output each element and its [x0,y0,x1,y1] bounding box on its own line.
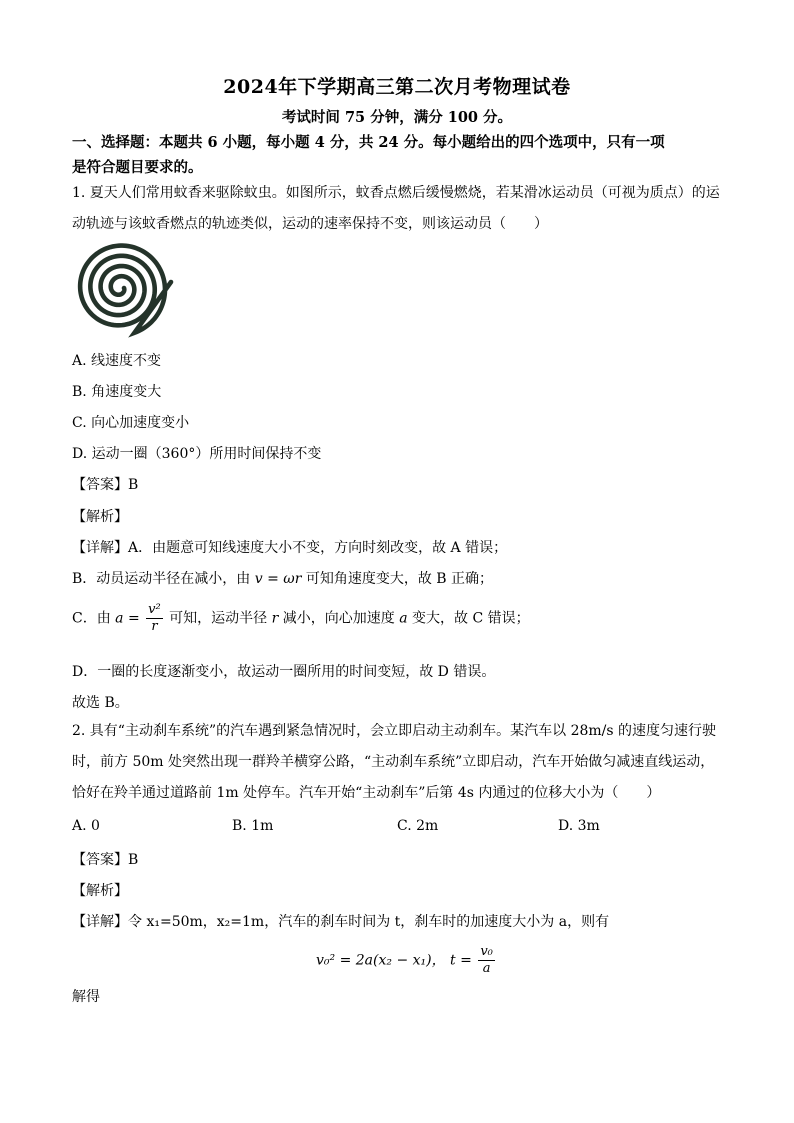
answer-tag: 【答案】 [72,852,128,868]
q1-answer-line [72,474,138,494]
q1-detail-a [72,537,507,557]
q1-detail-c-fraction [146,602,163,635]
detail-tag: 【详解】 [72,540,128,556]
q2-equation-2-fraction [478,944,495,977]
q2-detail-line [72,911,609,931]
q2-stem-line-3: 恰好在羚羊通过道路前 1m 处停车。汽车开始“主动刹车”后第 4s 内通过的位移大小为（ ） [72,785,661,801]
fraction-numerator: v² [148,602,161,617]
q2-equation-2-lhs: t = [450,952,472,969]
q1-option-a: A. 线速度不变 [72,353,162,369]
q2-answer-line [72,849,138,869]
q1-detail-c-lhs: a = [115,610,140,627]
q1-option-d: D. 运动一圈（360°）所用时间保持不变 [72,446,322,462]
q1-option-b: B. 角速度变大 [72,384,162,400]
section-heading-line-1: 一、选择题：本题共 6 小题，每小题 4 分，共 24 分。每小题给出的四个选项中，只有一项 [72,134,665,151]
q2-option-a: A. 0 [72,818,100,834]
q1-option-c: C. 向心加速度变小 [72,415,190,431]
q1-answer-value: B [128,477,139,493]
fraction-denominator: a [482,961,491,976]
q2-solve-word: 解得 [72,989,100,1005]
fraction-numerator: v₀ [480,944,493,959]
q1-detail-a-text: A．由题意可知线速度大小不变，方向时刻改变，故 A 错误； [128,540,508,556]
q1-detail-c [72,602,530,635]
q2-option-c: C. 2m [397,818,439,834]
q1-detail-c-a: a [399,610,408,627]
q2-stem-line-1: 2. 具有“主动刹车系统”的汽车遇到紧急情况时，会立即启动主动刹车。某汽车以 28m/s 的速度匀速行驶 [72,723,717,739]
q1-detail-d: D．一圈的长度逐渐变小，故运动一圈所用的时间变短，故 D 错误。 [72,664,496,680]
page-title: 2024年下学期高三第二次月考物理试卷 [223,76,571,98]
q2-answer-value: B [128,852,139,868]
exam-duration-note: 考试时间 75 分钟，满分 100 分。 [281,109,513,126]
section-heading [72,130,732,180]
q1-analysis-tag: 【解析】 [72,509,128,525]
q2-analysis-tag: 【解析】 [72,883,128,899]
section-heading-line-2: 是符合题目要求的。 [72,159,203,176]
q1-detail-c-pre: C．由 [72,610,111,627]
q1-detail-b-formula: v = ωr [254,571,302,587]
q1-stem-line-2: 动轨迹与该蚊香燃点的轨迹类似，运动的速率保持不变，则该运动员（ ） [72,216,548,232]
q2-option-d: D. 3m [558,818,600,834]
q2-stem [72,716,732,809]
q1-detail-b [72,568,493,588]
fraction-denominator: r [151,619,158,634]
q1-detail-c-r: r [271,610,279,627]
q1-detail-c-post: 可知，运动半径 [169,610,268,627]
q2-stem-line-2: 时，前方 50m 处突然出现一群羚羊横穿公路，“主动刹车系统”立即启动，汽车开始做匀减速直线运动， [72,754,715,770]
answer-tag: 【答案】 [72,477,128,493]
q1-stem-line-1: 1. 夏天人们常用蚊香来驱除蚊虫。如图所示，蚊香点燃后缓慢燃烧，若某滑冰运动员（可视为质点）的运 [72,185,720,201]
q2-option-b: B. 1m [232,818,274,834]
q1-conclusion: 故选 B。 [72,695,129,711]
detail-tag: 【详解】 [72,914,128,930]
q2-detail-text: 令 x₁=50m，x₂=1m，汽车的刹车时间为 t，刹车时的加速度大小为 a，则有 [128,914,610,930]
q1-stem [72,178,732,240]
q1-detail-b-post: 可知角速度变大，故 B 正确； [305,571,494,587]
q1-detail-c-end: 变大，故 C 错误； [412,610,530,627]
q1-detail-b-pre: B．动员运动半径在减小，由 [72,571,251,587]
mosquito-coil-spiral-icon [70,238,186,344]
q2-equations [316,944,497,977]
q2-equation-1: v₀² = 2a(x₂ − x₁)， [316,952,446,969]
q1-detail-c-mid: 减小，向心加速度 [282,610,395,627]
